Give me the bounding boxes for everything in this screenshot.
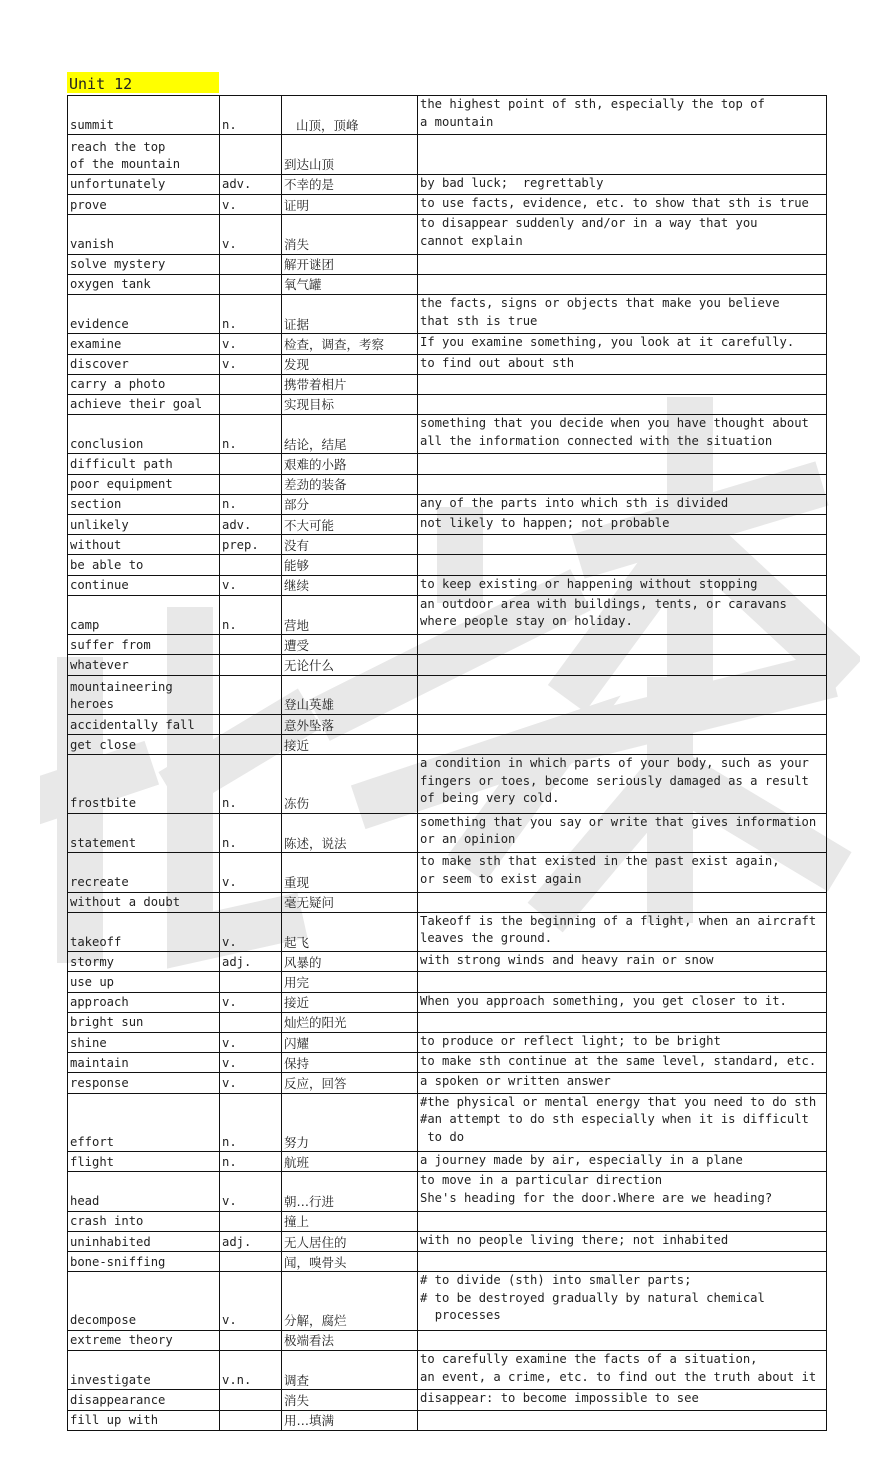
part-of-speech-cell: n. [220, 813, 282, 852]
part-of-speech-cell: n. [220, 1093, 282, 1152]
word-cell: without [68, 535, 220, 555]
chinese-meaning-cell: 闪耀 [282, 1033, 418, 1053]
chinese-meaning-cell: 部分 [282, 494, 418, 514]
table-row [68, 1033, 827, 1053]
table-row [68, 374, 827, 394]
table-row [68, 1330, 827, 1350]
definition-cell: Takeoff is the beginning of a flight, when an aircraft leaves the ground. [418, 912, 827, 951]
table-row [68, 912, 827, 951]
word-cell: section [68, 494, 220, 514]
part-of-speech-cell: n. [220, 494, 282, 514]
table-row [68, 853, 827, 892]
part-of-speech-cell: v. [220, 1053, 282, 1073]
table-row [68, 1012, 827, 1032]
table-row [68, 535, 827, 555]
table-row [68, 415, 827, 454]
table-row [68, 1152, 827, 1172]
definition-cell: the facts, signs or objects that make you believe that sth is true [418, 294, 827, 333]
chinese-meaning-cell: 意外坠落 [282, 714, 418, 734]
word-cell: poor equipment [68, 474, 220, 494]
word-cell: reach the top of the mountain [68, 135, 220, 174]
definition-cell [418, 892, 827, 912]
chinese-meaning-cell: 分解，腐烂 [282, 1272, 418, 1331]
part-of-speech-cell [220, 675, 282, 714]
part-of-speech-cell: v. [220, 194, 282, 214]
word-cell: mountaineering heroes [68, 675, 220, 714]
chinese-meaning-cell: 反应，回答 [282, 1073, 418, 1093]
part-of-speech-cell: v. [220, 853, 282, 892]
table-row [68, 992, 827, 1012]
table-row [68, 515, 827, 535]
part-of-speech-cell [220, 254, 282, 274]
word-cell: flight [68, 1152, 220, 1172]
chinese-meaning-cell: 证明 [282, 194, 418, 214]
part-of-speech-cell: v. [220, 1272, 282, 1331]
table-row [68, 714, 827, 734]
word-cell: carry a photo [68, 374, 220, 394]
definition-cell [418, 1410, 827, 1430]
word-cell: difficult path [68, 454, 220, 474]
chinese-meaning-cell: 营地 [282, 595, 418, 634]
chinese-meaning-cell: 差劲的装备 [282, 474, 418, 494]
table-row [68, 1053, 827, 1073]
chinese-meaning-cell: 无人居住的 [282, 1231, 418, 1251]
definition-cell: something that you decide when you have thought about all the information connected with the situation [418, 415, 827, 454]
definition-cell: a condition in which parts of your body, such as your fingers or toes, become seriously damaged as a result of being very cold. [418, 755, 827, 814]
chinese-meaning-cell: 起飞 [282, 912, 418, 951]
chinese-meaning-cell: 调查 [282, 1351, 418, 1390]
part-of-speech-cell: n. [220, 755, 282, 814]
word-cell: approach [68, 992, 220, 1012]
table-row [68, 334, 827, 354]
table-row [68, 294, 827, 333]
definition-cell: to move in a particular direction She's heading for the door.Where are we heading? [418, 1172, 827, 1211]
table-row [68, 174, 827, 194]
word-cell: oxygen tank [68, 274, 220, 294]
table-row [68, 394, 827, 414]
table-row [68, 595, 827, 634]
definition-cell [418, 1330, 827, 1350]
part-of-speech-cell: v. [220, 1172, 282, 1211]
word-cell: without a doubt [68, 892, 220, 912]
word-cell: prove [68, 194, 220, 214]
definition-cell: a spoken or written answer [418, 1073, 827, 1093]
definition-cell [418, 274, 827, 294]
word-cell: solve mystery [68, 254, 220, 274]
part-of-speech-cell [220, 374, 282, 394]
chinese-meaning-cell: 艰难的小路 [282, 454, 418, 474]
part-of-speech-cell: v. [220, 215, 282, 254]
part-of-speech-cell [220, 655, 282, 675]
chinese-meaning-cell: 无论什么 [282, 655, 418, 675]
definition-cell: a journey made by air, especially in a plane [418, 1152, 827, 1172]
page-title: Unit 12 [67, 72, 219, 93]
chinese-meaning-cell: 解开谜团 [282, 254, 418, 274]
word-cell: achieve their goal [68, 394, 220, 414]
definition-cell: to make sth continue at the same level, standard, etc. [418, 1053, 827, 1073]
definition-cell [418, 374, 827, 394]
part-of-speech-cell [220, 1410, 282, 1430]
table-row [68, 1390, 827, 1410]
definition-cell: with no people living there; not inhabited [418, 1231, 827, 1251]
definition-cell: to disappear suddenly and/or in a way that you cannot explain [418, 215, 827, 254]
table-row [68, 215, 827, 254]
definition-cell: by bad luck; regrettably [418, 174, 827, 194]
chinese-meaning-cell: 灿烂的阳光 [282, 1012, 418, 1032]
definition-cell [418, 135, 827, 174]
word-cell: accidentally fall [68, 714, 220, 734]
chinese-meaning-cell: 陈述，说法 [282, 813, 418, 852]
part-of-speech-cell [220, 474, 282, 494]
definition-cell [418, 1211, 827, 1231]
part-of-speech-cell [220, 892, 282, 912]
table-row [68, 135, 827, 174]
table-row [68, 575, 827, 595]
word-cell: maintain [68, 1053, 220, 1073]
chinese-meaning-cell: 消失 [282, 215, 418, 254]
table-row [68, 474, 827, 494]
chinese-meaning-cell: 氧气罐 [282, 274, 418, 294]
word-cell: whatever [68, 655, 220, 675]
word-cell: camp [68, 595, 220, 634]
table-row [68, 972, 827, 992]
definition-cell [418, 655, 827, 675]
word-cell: shine [68, 1033, 220, 1053]
chinese-meaning-cell: 登山英雄 [282, 675, 418, 714]
word-cell: unlikely [68, 515, 220, 535]
definition-cell: disappear: to become impossible to see [418, 1390, 827, 1410]
chinese-meaning-cell: 重现 [282, 853, 418, 892]
part-of-speech-cell: v. [220, 1073, 282, 1093]
table-row [68, 655, 827, 675]
chinese-meaning-cell: 朝…行进 [282, 1172, 418, 1211]
chinese-meaning-cell: 风暴的 [282, 952, 418, 972]
word-cell: suffer from [68, 635, 220, 655]
table-row [68, 635, 827, 655]
chinese-meaning-cell: 接近 [282, 735, 418, 755]
part-of-speech-cell [220, 1012, 282, 1032]
chinese-meaning-cell: 闻，嗅骨头 [282, 1252, 418, 1272]
table-row [68, 1073, 827, 1093]
word-cell: decompose [68, 1272, 220, 1331]
chinese-meaning-cell: 结论，结尾 [282, 415, 418, 454]
word-cell: continue [68, 575, 220, 595]
chinese-meaning-cell: 实现目标 [282, 394, 418, 414]
definition-cell [418, 714, 827, 734]
chinese-meaning-cell: 保持 [282, 1053, 418, 1073]
definition-cell [418, 1252, 827, 1272]
part-of-speech-cell [220, 1330, 282, 1350]
word-cell: fill up with [68, 1410, 220, 1430]
definition-cell [418, 254, 827, 274]
definition-cell [418, 394, 827, 414]
definition-cell: If you examine something, you look at it carefully. [418, 334, 827, 354]
word-cell: stormy [68, 952, 220, 972]
word-cell: statement [68, 813, 220, 852]
word-cell: extreme theory [68, 1330, 220, 1350]
word-cell: be able to [68, 555, 220, 575]
definition-cell: to use facts, evidence, etc. to show that sth is true [418, 194, 827, 214]
word-cell: conclusion [68, 415, 220, 454]
part-of-speech-cell [220, 454, 282, 474]
definition-cell: #the physical or mental energy that you need to do sth #an attempt to do sth especially when it is difficult to do [418, 1093, 827, 1152]
word-cell: response [68, 1073, 220, 1093]
table-row [68, 1252, 827, 1272]
word-cell: frostbite [68, 755, 220, 814]
chinese-meaning-cell: 证据 [282, 294, 418, 333]
definition-cell: to find out about sth [418, 354, 827, 374]
part-of-speech-cell: adv. [220, 515, 282, 535]
definition-cell [418, 555, 827, 575]
part-of-speech-cell: n. [220, 595, 282, 634]
definition-cell [418, 474, 827, 494]
table-row [68, 96, 827, 135]
word-cell: get close [68, 735, 220, 755]
word-cell: bright sun [68, 1012, 220, 1032]
definition-cell: to carefully examine the facts of a situation, an event, a crime, etc. to find out the truth about it [418, 1351, 827, 1390]
table-row [68, 892, 827, 912]
table-row [68, 354, 827, 374]
definition-cell: an outdoor area with buildings, tents, or caravans where people stay on holiday. [418, 595, 827, 634]
part-of-speech-cell [220, 135, 282, 174]
part-of-speech-cell: n. [220, 96, 282, 135]
part-of-speech-cell [220, 274, 282, 294]
part-of-speech-cell [220, 1211, 282, 1231]
word-cell: takeoff [68, 912, 220, 951]
table-row [68, 1351, 827, 1390]
table-row [68, 1172, 827, 1211]
definition-cell [418, 675, 827, 714]
definition-cell [418, 735, 827, 755]
chinese-meaning-cell: 遭受 [282, 635, 418, 655]
chinese-meaning-cell: 极端看法 [282, 1330, 418, 1350]
table-row [68, 1211, 827, 1231]
part-of-speech-cell: prep. [220, 535, 282, 555]
word-cell: disappearance [68, 1390, 220, 1410]
chinese-meaning-cell: 不大可能 [282, 515, 418, 535]
definition-cell: not likely to happen; not probable [418, 515, 827, 535]
definition-cell: to keep existing or happening without stopping [418, 575, 827, 595]
word-cell: discover [68, 354, 220, 374]
part-of-speech-cell: v. [220, 992, 282, 1012]
word-cell: summit [68, 96, 220, 135]
table-row [68, 813, 827, 852]
table-row [68, 1410, 827, 1430]
definition-cell [418, 635, 827, 655]
word-cell: uninhabited [68, 1231, 220, 1251]
chinese-meaning-cell: 继续 [282, 575, 418, 595]
definition-cell: something that you say or write that gives information or an opinion [418, 813, 827, 852]
definition-cell [418, 535, 827, 555]
chinese-meaning-cell: 毫无疑问 [282, 892, 418, 912]
word-cell: investigate [68, 1351, 220, 1390]
part-of-speech-cell [220, 1390, 282, 1410]
table-row [68, 494, 827, 514]
definition-cell [418, 972, 827, 992]
word-cell: effort [68, 1093, 220, 1152]
word-cell: crash into [68, 1211, 220, 1231]
definition-cell: # to divide (sth) into smaller parts; # to be destroyed gradually by natural chemical processes [418, 1272, 827, 1331]
vocabulary-table [67, 95, 827, 1431]
table-row [68, 194, 827, 214]
word-cell: evidence [68, 294, 220, 333]
definition-cell: any of the parts into which sth is divided [418, 494, 827, 514]
chinese-meaning-cell: 努力 [282, 1093, 418, 1152]
chinese-meaning-cell: 没有 [282, 535, 418, 555]
part-of-speech-cell: v. [220, 575, 282, 595]
definition-cell: the highest point of sth, especially the top of a mountain [418, 96, 827, 135]
definition-cell: When you approach something, you get closer to it. [418, 992, 827, 1012]
table-row [68, 735, 827, 755]
word-cell: head [68, 1172, 220, 1211]
part-of-speech-cell: v. [220, 334, 282, 354]
word-cell: bone-sniffing [68, 1252, 220, 1272]
chinese-meaning-cell: 山顶，顶峰 [282, 96, 418, 135]
chinese-meaning-cell: 携带着相片 [282, 374, 418, 394]
chinese-meaning-cell: 消失 [282, 1390, 418, 1410]
chinese-meaning-cell: 不幸的是 [282, 174, 418, 194]
part-of-speech-cell: v. [220, 912, 282, 951]
word-cell: use up [68, 972, 220, 992]
word-cell: vanish [68, 215, 220, 254]
part-of-speech-cell [220, 394, 282, 414]
part-of-speech-cell [220, 635, 282, 655]
table-row [68, 1231, 827, 1251]
chinese-meaning-cell: 发现 [282, 354, 418, 374]
chinese-meaning-cell: 用…填满 [282, 1410, 418, 1430]
definition-cell: to make sth that existed in the past exist again, or seem to exist again [418, 853, 827, 892]
table-row [68, 274, 827, 294]
part-of-speech-cell: adj. [220, 1231, 282, 1251]
table-row [68, 254, 827, 274]
word-cell: unfortunately [68, 174, 220, 194]
table-row [68, 1272, 827, 1331]
table-row [68, 454, 827, 474]
part-of-speech-cell: n. [220, 294, 282, 333]
table-row [68, 755, 827, 814]
definition-cell: with strong winds and heavy rain or snow [418, 952, 827, 972]
part-of-speech-cell [220, 714, 282, 734]
table-row [68, 675, 827, 714]
part-of-speech-cell [220, 555, 282, 575]
chinese-meaning-cell: 用完 [282, 972, 418, 992]
definition-cell: to produce or reflect light; to be bright [418, 1033, 827, 1053]
table-row [68, 1093, 827, 1152]
part-of-speech-cell [220, 1252, 282, 1272]
table-row [68, 952, 827, 972]
table-row [68, 555, 827, 575]
chinese-meaning-cell: 能够 [282, 555, 418, 575]
chinese-meaning-cell: 航班 [282, 1152, 418, 1172]
definition-cell [418, 1012, 827, 1032]
chinese-meaning-cell: 接近 [282, 992, 418, 1012]
part-of-speech-cell: n. [220, 1152, 282, 1172]
part-of-speech-cell: n. [220, 415, 282, 454]
word-cell: examine [68, 334, 220, 354]
part-of-speech-cell: adv. [220, 174, 282, 194]
chinese-meaning-cell: 冻伤 [282, 755, 418, 814]
part-of-speech-cell [220, 735, 282, 755]
definition-cell [418, 454, 827, 474]
chinese-meaning-cell: 到达山顶 [282, 135, 418, 174]
part-of-speech-cell: v.n. [220, 1351, 282, 1390]
part-of-speech-cell: adj. [220, 952, 282, 972]
part-of-speech-cell [220, 972, 282, 992]
chinese-meaning-cell: 撞上 [282, 1211, 418, 1231]
word-cell: recreate [68, 853, 220, 892]
part-of-speech-cell: v. [220, 354, 282, 374]
part-of-speech-cell: v. [220, 1033, 282, 1053]
chinese-meaning-cell: 检查，调查，考察 [282, 334, 418, 354]
